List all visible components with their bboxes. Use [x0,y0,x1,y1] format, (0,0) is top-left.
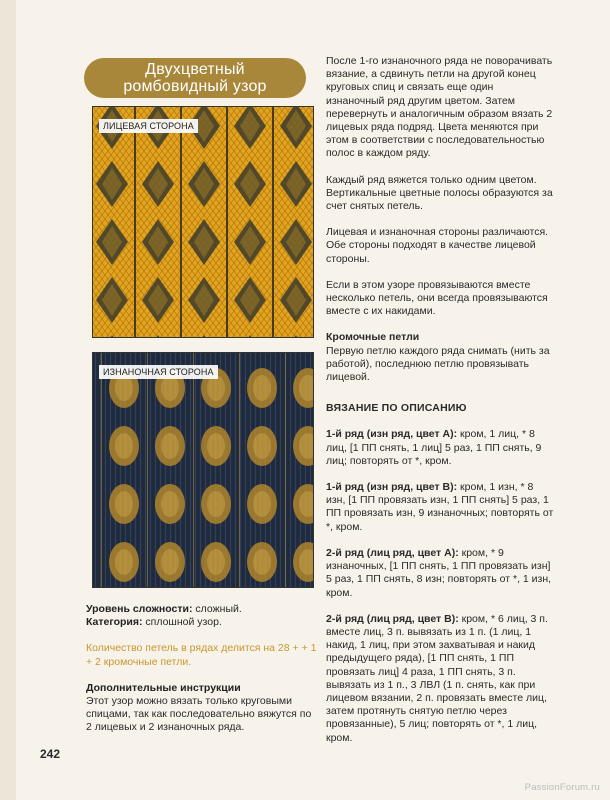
row-text: кром, 1 изн, * 8 изн, [1 ПП провязать изн, 1 ПП снять] 5 раз, 1 ПП провязать изн, 9 изнаночных; повторять от *, кром. [326,481,554,533]
page-number: 242 [40,747,61,761]
page-edge [0,0,16,800]
difficulty-line [86,603,318,616]
pattern-title-line2: ромбовидный узор [123,78,267,95]
extra-instructions-text: Этот узор можно вязать только круговыми спицами, так как последовательно вяжутся по 2 лицевых и 2 изнаночных ряда. [86,695,312,734]
pattern-info [86,603,318,735]
swatch-back-photo [92,352,314,588]
row-label: 2-й ряд (лиц ряд, цвет B): [326,612,459,625]
pattern-title-banner [84,58,306,98]
edge-stitches-title: Кромочные петли [326,331,420,344]
edge-stitches-text: Первую петлю каждого ряда снимать (нить за работой), последнюю петлю провязывать лицевой. [326,344,550,384]
row-text: кром, * 6 лиц, 3 п. вместе лиц, 3 п. вывязать из 1 п. (1 лиц, 1 накид, 1 лиц, при этом захватывая и накид предыдущего ряда), [1 ПП снять, 1 ПП провязать лиц] 4 раза, 1 ПП снять, 3 п. вывязать из 1 п., 3 ЛВЛ (1 п. снять, как при лицевом вязании, 2 п. провязать вместе лиц, затем протянуть снятую петлю через провязанные), 5 лиц; повторять от *, 1 лиц, кром. [326,612,548,744]
back-knit-texture [93,353,313,587]
extra-title-text: Дополнительные инструкции [86,681,241,694]
category-line [86,616,318,629]
back-side-label: ИЗНАНОЧНАЯ СТОРОНА [99,365,218,379]
difficulty-value: сложный. [192,603,242,615]
paragraph-knit-together: Если в этом узоре провязываются вместе несколько петель, они всегда провязываются вместе с их накидами. [326,278,548,318]
pattern-title-line1: Двухцветный [145,61,245,78]
row-instruction [326,428,554,468]
paragraph-row-switching: После 1-го изнаночного ряда не поворачивать вязание, а сдвинуть петли на другой конец круговых спиц и связать еще один изнаночный ряд другим цветом. Затем перевернуть и аналогичным образом вязать 2 лицевых ряда подряд. Цвета меняются при этом в соответствии с последовательностью полос в каждом ряду. [326,55,553,160]
category-label: Категория: [86,616,143,629]
instructions-section-title: ВЯЗАНИЕ ПО ОПИСАНИЮ [326,402,467,415]
row-text: кром, 1 лиц, * 8 лиц, [1 ПП снять, 1 лиц] 5 раз, 1 ПП снять, 9 лиц; повторять от *, кром. [326,428,542,467]
front-side-label: ЛИЦЕВАЯ СТОРОНА [99,119,198,133]
site-watermark: PassionForum.ru [524,782,600,793]
difficulty-label: Уровень сложности: [86,603,193,615]
row-label: 2-й ряд (лиц ряд, цвет A): [326,546,459,559]
extra-instructions-title [86,682,318,695]
paragraph-sides: Лицевая и изнаночная стороны различаются. Обе стороны подходят в качестве лицевой стороны. [326,226,549,265]
stitch-count-note: Количество петель в рядах делится на 28 + + 1 + 2 кромочные петли. [86,642,317,668]
instructions-column [326,55,554,745]
row-instruction [326,481,554,534]
swatch-front-photo [92,106,314,338]
paragraph-one-color: Каждый ряд вяжется только одним цветом. Вертикальные цветные полосы образуются за счет снятых петель. [326,173,553,213]
row-label: 1-й ряд (изн ряд, цвет A): [326,428,458,441]
front-knit-texture [93,107,313,337]
row-label: 1-й ряд (изн ряд, цвет B): [326,481,458,494]
category-value: сплошной узор. [142,616,222,629]
row-instruction [326,547,554,600]
row-instruction [326,613,554,745]
row-text: кром, * 9 изнаночных, [1 ПП снять, 1 ПП провязать изн] 5 раз, 1 ПП снять, 8 изн; повторять от *, 1 изн, кром. [326,546,552,599]
